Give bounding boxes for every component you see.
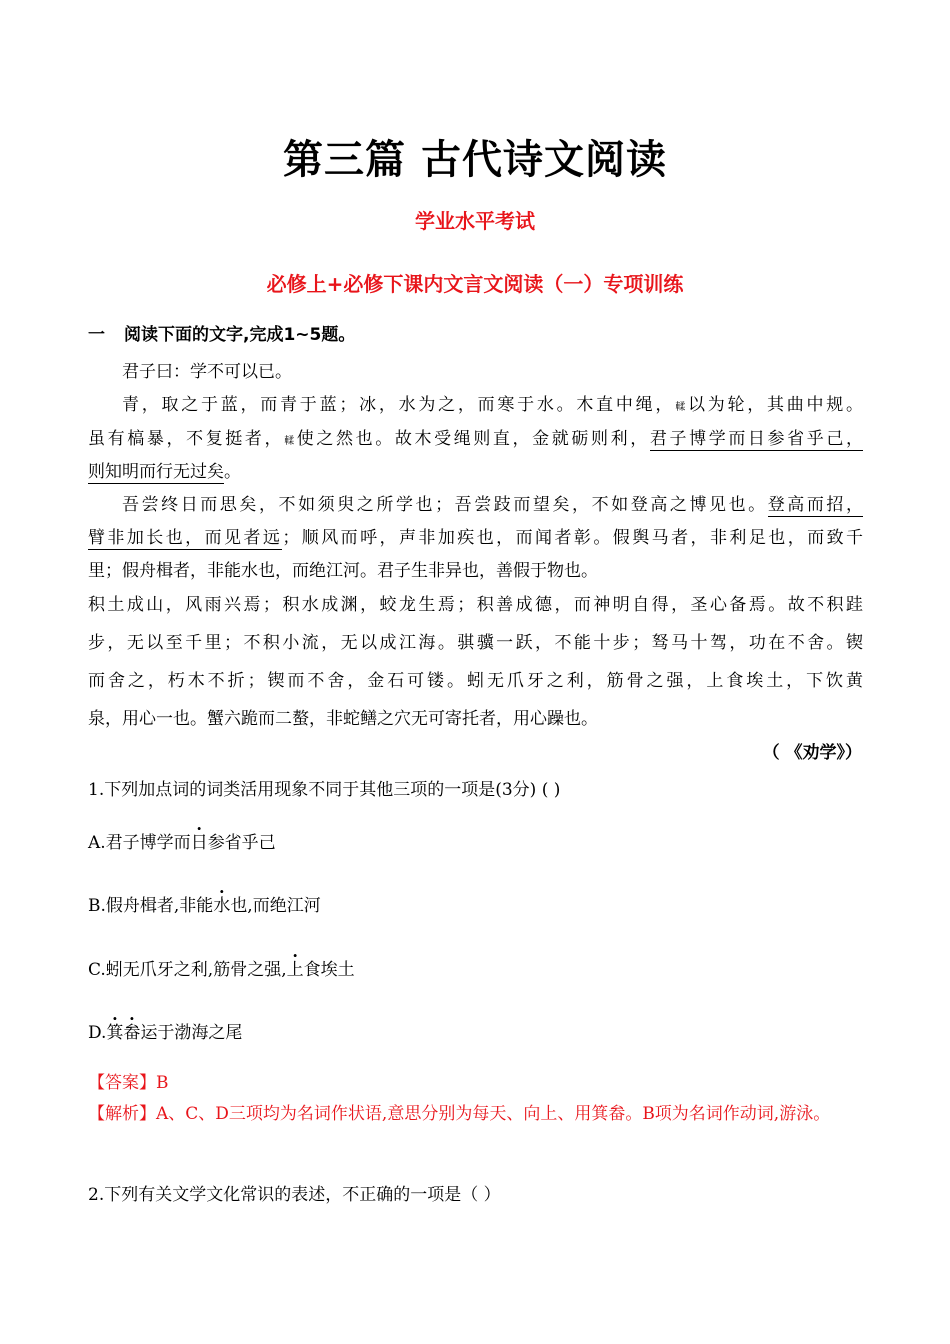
section-number: 一 [88, 325, 105, 345]
passage-line: 而舍之，朽木不折；锲而不舍，金石可镂。蚓无爪牙之利，筋骨之强，上食埃土，下饮黄 [88, 671, 863, 691]
option-c: C.蚓无爪牙之利,筋骨之强,上食埃土 [88, 960, 355, 980]
passage-line: 积土成山，风雨兴焉；积水成渊，蛟龙生焉；积善成德，而神明自得，圣心备焉。故不积跬 [88, 595, 863, 615]
underlined-sentence: 君子博学而日参省乎己， [649, 429, 864, 449]
question-2-stem: 2.下列有关文学文化常识的表述，不正确的一项是（ ） [88, 1185, 501, 1205]
underlined-sentence: 臂非加长也，而见者远 [88, 528, 283, 548]
page-title: 第三篇 古代诗文阅读 [283, 136, 667, 183]
passage-line: 吾尝终日而思矣，不如须臾之所学也；吾尝跂而望矣，不如登高之博见也。登高而招， [122, 495, 864, 515]
analysis-label: 【解析】 [88, 1104, 156, 1124]
training-subtitle: 必修上+必修下课内文言文阅读（一）专项训练 [266, 272, 684, 296]
passage-line: 里；假舟楫者，非能水也，而绝江河。君子生非异也，善假于物也。 [88, 561, 598, 581]
answer-value: B [156, 1073, 169, 1093]
underlined-sentence: 登高而招， [767, 495, 864, 515]
section-instruction: 阅读下面的文字,完成1~5题。 [124, 325, 356, 345]
passage-line: 泉，用心一也。蟹六跪而二螯，非蛇鳝之穴无可寄托者，用心躁也。 [88, 709, 598, 729]
passage-line: 步，无以至千里；不积小流，无以成江海。骐骥一跃，不能十步；驽马十驾，功在不舍。锲 [88, 633, 863, 653]
analysis [88, 1096, 863, 1133]
passage-line: 则知明而行无过矣。 [88, 462, 241, 482]
passage-line: 虽有槁暴，不复挺者，輮使之然也。故木受绳则直，金就砺则利，君子博学而日参省乎己， [88, 429, 864, 449]
exam-subtitle: 学业水平考试 [415, 209, 535, 233]
dotted-word: 箕 [106, 1023, 124, 1043]
passage-line: 青，取之于蓝，而青于蓝；冰，水为之，而寒于水。木直中绳，輮以为轮，其曲中规。 [122, 395, 864, 415]
underlined-sentence: 则知明而行无过矣 [88, 462, 224, 482]
option-b: B.假舟楫者,非能水也,而绝江河 [88, 896, 321, 916]
answer [88, 1068, 169, 1093]
section-heading [88, 320, 355, 345]
dotted-word: 上 [286, 960, 304, 980]
analysis-text: A、C、D三项均为名词作状语,意思分别为每天、向上、用箕畚。B项为名词作动词,游泳。 [156, 1104, 831, 1124]
option-d: D.箕畚运于渤海之尾 [88, 1023, 243, 1043]
dotted-word: 水 [213, 896, 231, 916]
dotted-word: 日 [190, 833, 208, 853]
passage-source: （ 《劝学》） [762, 743, 862, 763]
answer-label: 【答案】 [88, 1073, 156, 1093]
passage-line: 臂非加长也，而见者远；顺风而呼，声非加疾也，而闻者彰。假舆马者，非利足也，而致千 [88, 528, 863, 548]
passage-line: 君子曰：学不可以已。 [122, 362, 292, 382]
dotted-word: 畚 [123, 1023, 141, 1043]
option-a: A.君子博学而日参省乎己 [88, 833, 276, 853]
question-1-stem: 1.下列加点词的词类活用现象不同于其他三项的一项是(3分) ( ) [88, 780, 561, 800]
